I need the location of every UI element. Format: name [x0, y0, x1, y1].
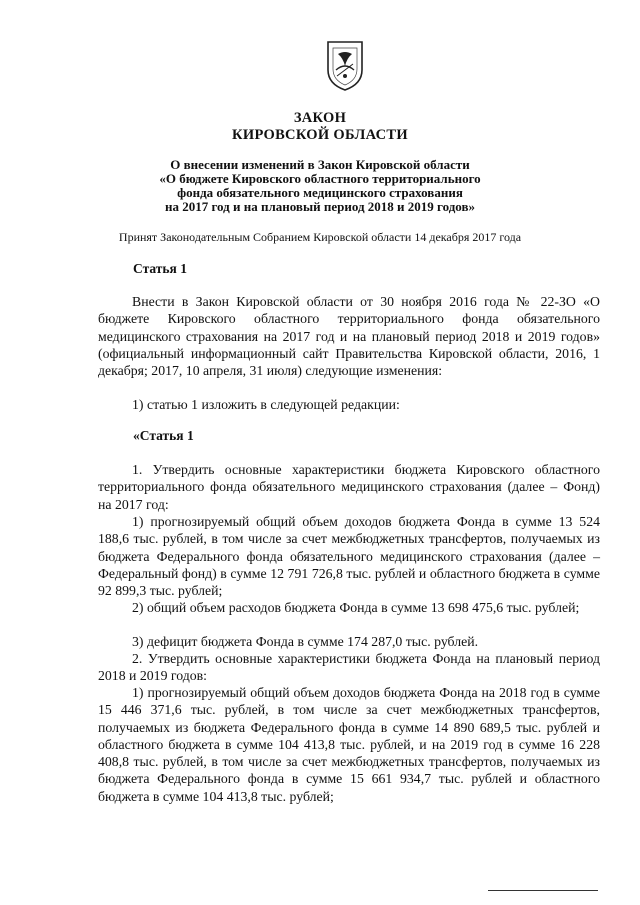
paragraph-1-item-3: 3) дефицит бюджета Фонда в сумме 174 287,0 тыс. рублей. [132, 634, 479, 649]
law-subtitle-line-4: на 2017 год и на плановый период 2018 и 2019 годов» [164, 199, 475, 214]
adoption-note: Принят Законодательным Собранием Кировской области 14 декабря 2017 года [118, 230, 522, 244]
law-subtitle-line-1: О внесении изменений в Закон Кировской области [170, 157, 470, 172]
paragraph-2: 2. Утвердить основные характеристики бюджета Фонда на плановый период 2018 и 2019 годов: [98, 651, 600, 684]
footer-divider [488, 890, 598, 891]
paragraph-1: 1. Утвердить основные характеристики бюджета Кировского областного территориального фонда обязательного медицинского страхования (далее – Фонд) на 2017 год: [98, 462, 600, 512]
item-1-paragraph: 1) статью 1 изложить в следующей редакции: [132, 397, 400, 412]
paragraph-1-item-1: 1) прогнозируемый общий объем доходов бюджета Фонда в сумме 13 524 188,6 тыс. рублей, в том числе за счет межбюджетных трансфертов, получаемых из бюджета Федерального фонда обязательного медицинского страхования (далее – Федеральный фонд) в сумме 12 791 726,8 тыс. рублей и областного бюджета в сумме 92 899,3 тыс. рублей; [98, 514, 600, 599]
paragraph-2-item-1: 1) прогнозируемый общий объем доходов бюджета Фонда на 2018 год в сумме 15 446 371,6 тыс. рублей, в том числе за счет межбюджетных трансфертов, получаемых из бюджета Федерального фонда в сумме 14 890 689,5 тыс. рублей и областного бюджета в сумме 104 413,8 тыс. рублей, и на 2019 год в сумме 16 228 408,8 тыс. рублей, в том числе за счет межбюджетных трансфертов, получаемых из бюджета Федерального фонда в сумме 15 661 934,7 тыс. рублей и областного бюджета в сумме 104 413,8 тыс. рублей; [98, 685, 600, 804]
intro-paragraph: Внести в Закон Кировской области от 30 ноября 2016 года № 22-ЗО «О бюджете Кировского областного территориального фонда обязательного медицинского страхования на 2017 год и на плановый период 2018 и 2019 годов» (официальный информационный сайт Правительства Кировской области, 2016, 1 декабря; 2017, 10 апреля, 31 июля) следующие изменения: [98, 294, 600, 379]
law-title: ЗАКОН [293, 110, 347, 126]
paragraph-1-item-2: 2) общий объем расходов бюджета Фонда в сумме 13 698 475,6 тыс. рублей; [132, 600, 580, 615]
law-subtitle-line-3: фонда обязательного медицинского страхования [177, 185, 463, 200]
region-title: КИРОВСКОЙ ОБЛАСТИ [232, 127, 408, 143]
coat-of-arms-icon [325, 40, 365, 92]
article-heading: Статья 1 [133, 261, 187, 276]
quoted-article-heading: «Статья 1 [133, 428, 194, 443]
law-subtitle-line-2: «О бюджете Кировского областного территориального [159, 171, 481, 186]
